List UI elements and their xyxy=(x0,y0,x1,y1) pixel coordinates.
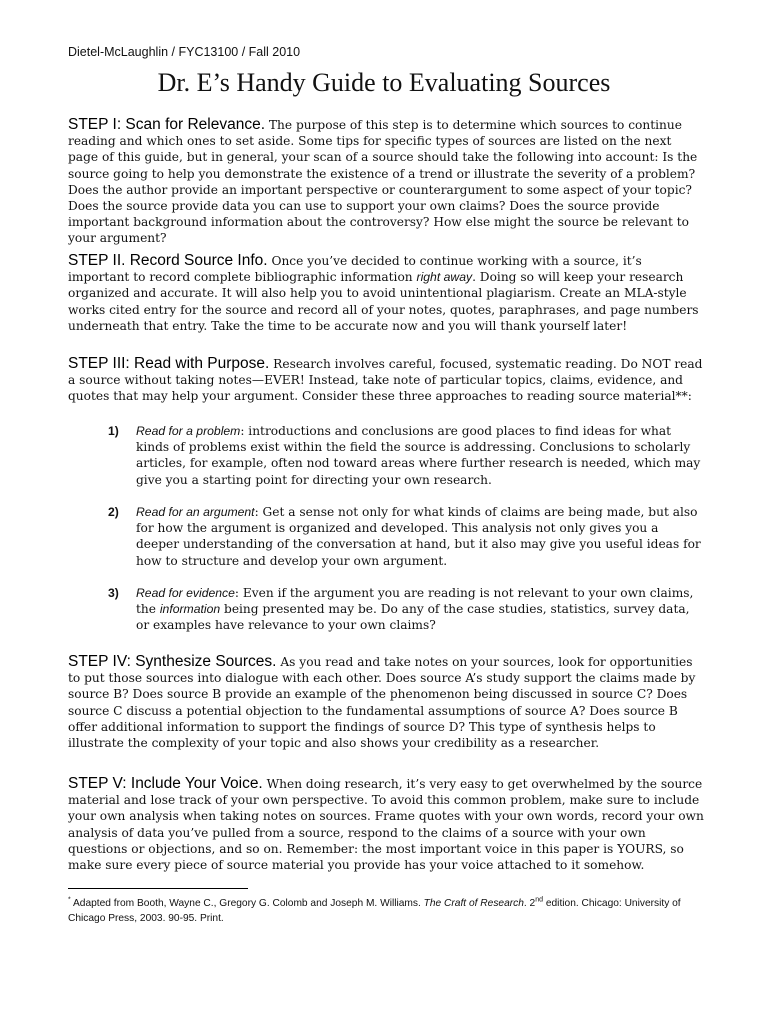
footnote-book-title: The Craft of Research xyxy=(423,898,524,909)
list-item-3 xyxy=(108,585,704,634)
step-5-text: When doing research, it’s very easy to get overwhelmed by the source material and lose track of your own perspective. To avoid this common problem, make sure to include your own analysis when taking notes on sources. Frame quotes with your own words, record your own analysis of data you’ve pulled from a source, respond to the claims of a source with your own questions or objections, and so on. Remember: the most important voice in this paper is YOURS, so make sure every piece of source material you provide has your voice attached to it somehow. xyxy=(68,777,704,873)
step-1-paragraph xyxy=(68,117,704,247)
list-item-1 xyxy=(108,423,704,488)
footnote-text-c: edition. Chicago: University of Chicago Press, 2003. 90-95. Print. xyxy=(68,898,681,924)
footnote-ordinal: nd xyxy=(535,896,544,904)
list-number-3: 3) xyxy=(108,586,119,600)
step-3-heading: STEP III: Read with Purpose. xyxy=(68,355,270,372)
list-text-3a: : Even if the argument you are reading is not relevant to your own claims, the xyxy=(136,586,694,617)
footnote-mark: * xyxy=(68,896,71,904)
list-text-2: : Get a sense not only for what kinds of claims are being made, but also for how the argument is organized and developed. This analysis not only gives you a deeper understanding of the conversation at hand, but it also may give you useful ideas for how to structure and develop your own argument. xyxy=(136,505,701,568)
step-2-emphasis: right away xyxy=(416,270,473,285)
step-2-heading: STEP II. Record Source Info. xyxy=(68,252,268,269)
step-3-paragraph xyxy=(68,356,704,405)
list-item-2 xyxy=(108,504,704,569)
footnote-text-a: Adapted from Booth, Wayne C., Gregory G. Colomb and Joseph M. Williams. xyxy=(70,898,424,909)
step-5-heading: STEP V: Include Your Voice. xyxy=(68,775,263,792)
list-number-2: 2) xyxy=(108,505,119,519)
list-label-2: Read for an argument xyxy=(136,505,255,519)
page-title: Dr. E’s Handy Guide to Evaluating Sources xyxy=(157,68,611,97)
step-4-text: As you read and take notes on your sources, look for opportunities to put those sources into dialogue with each other. Does source A’s study support the claims made by source B? Does source B provide an example of the phenomenon being discussed in source C? Does source C discuss a potential objection to the fundamental assumptions of source A? Does source B offer additional information to support the findings of source D? This type of synthesis helps to illustrate the complexity of your topic and also shows your credibility as a researcher. xyxy=(68,655,696,751)
footnote-divider xyxy=(68,888,248,889)
step-5-paragraph xyxy=(68,776,704,873)
list-emphasis-3: information xyxy=(159,602,221,617)
step-2-text-a: Once you’ve decided to continue working with a source, it’s important to record complete bibliographic information xyxy=(68,254,642,285)
step-2-text-b: . Doing so will keep your research organized and accurate. It will also help you to avoid unintentional plagiarism. Create an MLA-style works cited entry for the source and record all of your notes, quotes, paraphrases, and page numbers underneath that entry. Take the time to be accurate now and you will thank yourself later! xyxy=(68,270,699,333)
step-1-heading: STEP I: Scan for Relevance. xyxy=(68,116,266,133)
step-4-heading: STEP IV: Synthesize Sources. xyxy=(68,653,277,670)
step-3-text: Research involves careful, focused, systematic reading. Do NOT read a source without taking notes—EVER! Instead, take note of particular topics, claims, evidence, and quotes that may help your argument. Consider these three approaches to reading source material**: xyxy=(68,357,703,404)
list-text-3b: being presented may be. Do any of the case studies, statistics, survey data, or examples have relevance to your own claims? xyxy=(136,602,690,633)
list-text-1: : introductions and conclusions are good places to find ideas for what kinds of problems exist within the field the source is addressing. Conclusions to scholarly articles, for example, often nod toward areas where further research is needed, which may give you a starting point for directing your own research. xyxy=(136,424,701,487)
step-1-text: The purpose of this step is to determine which sources to continue reading and which ones to set aside. Some tips for specific types of sources are listed on the next page of this guide, but in general, your scan of a source should take the following into account: Is the source going to help you demonstrate the existence of a trend or illustrate the severity of a problem? Does the author provide an important perspective or counterargument to some aspect of your topic? Does the source provide data you can use to support your own claims? Does the source provide important background information about the controversy? How else might the source be relevant to your argument? xyxy=(68,118,698,246)
course-header: Dietel-McLaughlin / FYC13100 / Fall 2010 xyxy=(68,45,301,59)
step-4-paragraph xyxy=(68,654,704,751)
list-label-1: Read for a problem xyxy=(136,424,241,438)
step-2-paragraph xyxy=(68,253,704,334)
list-number-1: 1) xyxy=(108,424,119,438)
list-label-3: Read for evidence xyxy=(136,586,235,600)
footnote xyxy=(68,896,704,926)
footnote-text-b: . 2 xyxy=(523,898,536,909)
